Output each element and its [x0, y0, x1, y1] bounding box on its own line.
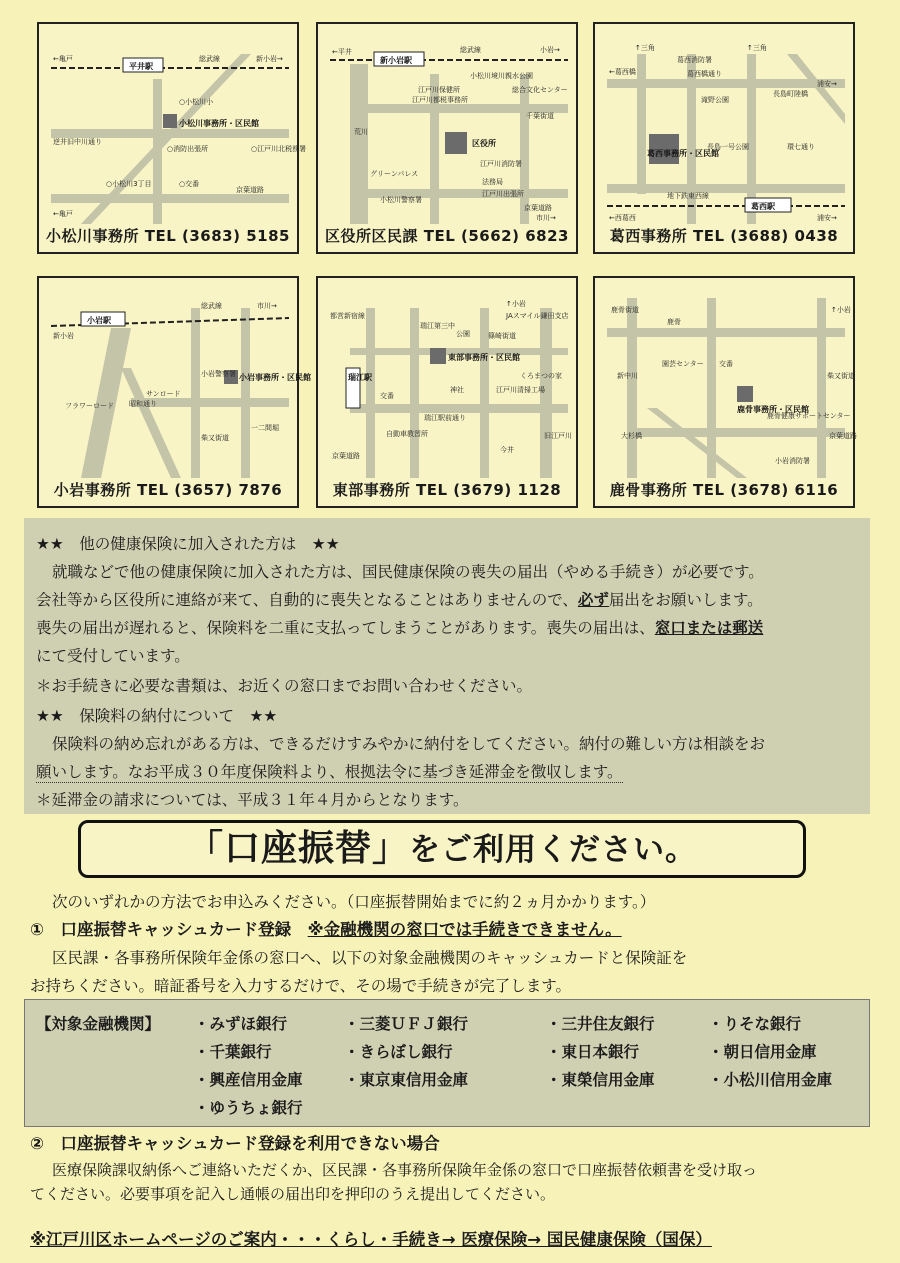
section-1-warning: ※金融機関の窓口では手続きできません。 — [307, 920, 622, 939]
svg-text:鹿骨街道: 鹿骨街道 — [611, 306, 639, 314]
svg-text:○消防出張所: ○消防出張所 — [167, 145, 209, 153]
svg-text:小岩事務所・区民館: 小岩事務所・区民館 — [239, 373, 311, 382]
svg-text:地下鉄東西線: 地下鉄東西線 — [667, 192, 709, 200]
svg-text:グリーンパレス: グリーンパレス — [370, 170, 419, 178]
svg-text:江戸川都税事務所: 江戸川都税事務所 — [412, 96, 468, 104]
banner-title: 「口座振替」 — [186, 828, 409, 869]
section-2-line1: 医療保険課収納係へご連絡いただくか、区民課・各事務所保険年金係の窓口で口座振替依頼書を受け取っ — [52, 1161, 758, 1179]
svg-text:○交番: ○交番 — [179, 180, 200, 188]
svg-text:↑小岩: ↑小岩 — [831, 306, 851, 314]
account-transfer-banner — [78, 820, 806, 878]
svg-text:鹿骨健康サポートセンター: 鹿骨健康サポートセンター — [767, 412, 851, 420]
notice-note-2: ＊延滞金の請求については、平成３１年４月からとなります。 — [36, 791, 469, 809]
bank-item: ・ゆうちょ銀行 — [194, 1099, 303, 1117]
notice-note-1: ＊お手続きに必要な書類は、お近くの窓口までお問い合わせください。 — [36, 677, 533, 695]
map-card-kuyakusho — [316, 22, 578, 254]
bank-item: ・小松川信用金庫 — [708, 1071, 833, 1089]
svg-text:総武線: 総武線 — [199, 55, 220, 63]
svg-text:○小松川3丁目: ○小松川3丁目 — [106, 180, 152, 188]
svg-text:今井: 今井 — [500, 446, 514, 454]
svg-text:柴又街道: 柴又街道 — [827, 372, 855, 380]
svg-text:平井駅: 平井駅 — [129, 62, 153, 71]
svg-text:千葉街道: 千葉街道 — [526, 112, 554, 120]
svg-text:小松川境川親水公園: 小松川境川親水公園 — [470, 72, 533, 80]
svg-text:滝野公園: 滝野公園 — [701, 96, 729, 104]
svg-text:小松川事務所・区民館: 小松川事務所・区民館 — [179, 119, 259, 128]
map-caption: 東部事務所 TEL (3679) 1128 — [332, 481, 562, 499]
map-komatsugawa — [51, 34, 307, 224]
section-2-line2: てください。必要事項を記入し通帳の届出印を押印のうえ提出してください。 — [30, 1185, 556, 1203]
bank-item: ・みずほ銀行 — [194, 1015, 288, 1033]
svg-text:交番: 交番 — [380, 392, 394, 400]
notice-p2-line2: 願いします。なお平成３０年度保険料より、根拠法令に基づき延滞金を徴収します。 — [36, 763, 623, 781]
svg-text:一二間堀: 一二間堀 — [251, 424, 279, 432]
svg-text:新中川: 新中川 — [617, 372, 638, 380]
map-caption: 区役所区民課 TEL (5662) 6823 — [325, 227, 569, 245]
svg-text:葛西駅: 葛西駅 — [751, 202, 775, 211]
section-1-title: ① 口座振替キャッシュカード登録 ※金融機関の窓口では手続きできません。 — [30, 920, 622, 939]
bank-item: ・朝日信用金庫 — [708, 1043, 817, 1061]
svg-text:区役所: 区役所 — [472, 139, 496, 148]
svg-text:○小松川小: ○小松川小 — [179, 98, 214, 106]
svg-text:←亀戸: ←亀戸 — [53, 210, 73, 218]
svg-text:葛西事務所・区民館: 葛西事務所・区民館 — [647, 149, 719, 158]
bank-item: ・りそな銀行 — [708, 1015, 802, 1033]
svg-text:↑小岩: ↑小岩 — [506, 300, 526, 308]
svg-text:京葉道路: 京葉道路 — [332, 452, 360, 460]
apply-intro: 次のいずれかの方法でお申込みください。（口座振替開始までに約２ヵ月かかります。） — [52, 893, 656, 911]
svg-text:総合文化センター: 総合文化センター — [512, 86, 568, 94]
svg-text:旧江戸川: 旧江戸川 — [544, 432, 572, 440]
homepage-guide-link[interactable]: ※江戸川区ホームページのご案内・・・くらし・手続き→ 医療保険→ 国民健康保険（国保） — [30, 1230, 712, 1249]
svg-text:小岩→: 小岩→ — [540, 46, 560, 54]
svg-text:瑞江駅: 瑞江駅 — [348, 373, 372, 382]
svg-text:江戸川清掃工場: 江戸川清掃工場 — [496, 386, 545, 394]
map-caption: 小松川事務所 TEL (3683) 5185 — [46, 227, 290, 245]
svg-text:小岩駅: 小岩駅 — [87, 316, 111, 325]
svg-text:江戸川消防署: 江戸川消防署 — [480, 160, 522, 168]
map-card-kasai — [593, 22, 855, 254]
svg-text:東部事務所・区民館: 東部事務所・区民館 — [448, 353, 520, 362]
svg-text:瑞江駅前通り: 瑞江駅前通り — [424, 414, 466, 422]
svg-text:サンロード: サンロード — [146, 390, 181, 398]
svg-text:瑞江第三中: 瑞江第三中 — [420, 322, 455, 330]
svg-text:総武線: 総武線 — [460, 46, 481, 54]
svg-text:フラワーロード: フラワーロード — [65, 402, 114, 410]
svg-text:葛西消防署: 葛西消防署 — [677, 56, 712, 64]
svg-text:新小岩駅: 新小岩駅 — [380, 56, 412, 65]
bank-item: ・興産信用金庫 — [194, 1071, 303, 1089]
map-caption: 小岩事務所 TEL (3657) 7876 — [53, 481, 283, 499]
svg-text:小松川警察署: 小松川警察署 — [380, 196, 422, 204]
svg-text:大杉橋: 大杉橋 — [621, 432, 642, 440]
svg-text:市川→: 市川→ — [536, 214, 556, 222]
svg-text:自動車教習所: 自動車教習所 — [386, 430, 428, 438]
svg-text:交番: 交番 — [719, 360, 733, 368]
map-shishibone — [607, 288, 857, 478]
map-caption: 葛西事務所 TEL (3688) 0438 — [609, 227, 839, 245]
svg-text:都営新宿線: 都営新宿線 — [330, 312, 365, 320]
map-tobu — [330, 288, 572, 478]
map-caption: 鹿骨事務所 TEL (3678) 6116 — [609, 481, 839, 499]
svg-text:くろまつの家: くろまつの家 — [520, 372, 562, 380]
svg-text:江戸川保健所: 江戸川保健所 — [418, 86, 460, 94]
map-kasai — [607, 34, 845, 224]
svg-text:新小岩→: 新小岩→ — [256, 55, 283, 63]
svg-text:京葉道路: 京葉道路 — [236, 186, 264, 194]
svg-text:園芸センター: 園芸センター — [662, 360, 704, 368]
svg-text:江戸川出張所: 江戸川出張所 — [482, 190, 524, 198]
svg-text:小岩警察署: 小岩警察署 — [201, 370, 236, 378]
bank-item: ・東榮信用金庫 — [546, 1071, 655, 1089]
svg-text:新小岩: 新小岩 — [53, 332, 74, 340]
svg-text:柴又街道: 柴又街道 — [201, 434, 229, 442]
svg-text:市川→: 市川→ — [257, 302, 277, 310]
svg-text:法務局: 法務局 — [482, 178, 503, 186]
notice-heading-1: ★★ 他の健康保険に加入された方は ★★ — [36, 535, 340, 553]
svg-text:昭和通り: 昭和通り — [129, 400, 157, 408]
svg-text:←平井: ←平井 — [332, 48, 352, 56]
svg-text:○江戸川北税務署: ○江戸川北税務署 — [251, 145, 307, 153]
map-card-koiwa — [37, 276, 311, 508]
bank-item: ・三菱ＵＦＪ銀行 — [344, 1015, 469, 1033]
svg-text:JAスマイル鎌田支店: JAスマイル鎌田支店 — [506, 312, 569, 320]
map-card-tobu — [316, 276, 578, 508]
notice-p1-line4: にて受付しています。 — [36, 647, 190, 665]
bank-item: ・東京東信用金庫 — [344, 1071, 469, 1089]
bank-item: ・千葉銀行 — [194, 1043, 272, 1061]
svg-text:↑三角: ↑三角 — [747, 44, 767, 52]
svg-text:小岩消防署: 小岩消防署 — [775, 457, 810, 465]
svg-text:葛西橋通り: 葛西橋通り — [687, 70, 722, 78]
svg-text:総武線: 総武線 — [201, 302, 222, 310]
bank-list-header: 【対象金融機関】 — [36, 1015, 161, 1033]
svg-text:京葉道路: 京葉道路 — [524, 204, 552, 212]
map-koiwa — [51, 288, 311, 478]
notice-p2-line1: 保険料の納め忘れがある方は、できるだけすみやかに納付をしてください。納付の難しい方は相談をお — [52, 735, 766, 753]
notice-p1-line1: 就職などで他の健康保険に加入された方は、国民健康保険の喪失の届出（やめる手続き）が必要です。 — [52, 563, 764, 581]
notice-heading-2: ★★ 保険料の納付について ★★ — [36, 707, 278, 725]
svg-text:鹿骨: 鹿骨 — [667, 318, 681, 326]
svg-text:←亀戸: ←亀戸 — [53, 55, 73, 63]
bank-item: ・三井住友銀行 — [546, 1015, 655, 1033]
bank-item: ・東日本銀行 — [546, 1043, 640, 1061]
svg-text:浦安→: 浦安→ — [817, 214, 837, 222]
notice-p1-line3: 喪失の届出が遅れると、保険料を二重に支払ってしまうことがあります。喪失の届出は、窓口または郵送 — [36, 619, 764, 637]
section-2-title: ② 口座振替キャッシュカード登録を利用できない場合 — [30, 1134, 440, 1153]
svg-text:京葉道路: 京葉道路 — [829, 432, 857, 440]
banner-suffix: をご利用ください。 — [409, 832, 697, 868]
svg-text:神社: 神社 — [450, 386, 464, 394]
svg-text:鹿骨事務所・区民館: 鹿骨事務所・区民館 — [737, 405, 809, 414]
svg-text:浦安→: 浦安→ — [817, 80, 837, 88]
section-1-line2: お持ちください。暗証番号を入力するだけで、その場で手続きが完了します。 — [30, 977, 571, 995]
section-1-line1: 区民課・各事務所保険年金係の窓口へ、以下の対象金融機関のキャッシュカードと保険証を — [52, 949, 688, 967]
svg-text:↑三角: ↑三角 — [635, 44, 655, 52]
map-card-shishibone — [593, 276, 855, 508]
map-card-komatsugawa — [37, 22, 307, 254]
svg-text:篠崎街道: 篠崎街道 — [488, 332, 516, 340]
svg-text:長島一号公園: 長島一号公園 — [707, 143, 749, 151]
svg-text:←葛西橋: ←葛西橋 — [609, 68, 636, 76]
svg-text:荒川: 荒川 — [354, 128, 368, 136]
svg-text:逆井旧中川通り: 逆井旧中川通り — [53, 138, 102, 146]
bank-item: ・きらぼし銀行 — [344, 1043, 453, 1061]
notice-p1-line2: 会社等から区役所に連絡が来て、自動的に喪失となることはありませんので、必ず届出をお願いします。 — [36, 591, 763, 609]
svg-text:公園: 公園 — [456, 330, 470, 338]
svg-text:環七通り: 環七通り — [787, 143, 815, 151]
map-kuyakusho — [330, 34, 568, 224]
svg-text:←西葛西: ←西葛西 — [609, 214, 636, 222]
svg-text:長島町陸橋: 長島町陸橋 — [773, 90, 808, 98]
